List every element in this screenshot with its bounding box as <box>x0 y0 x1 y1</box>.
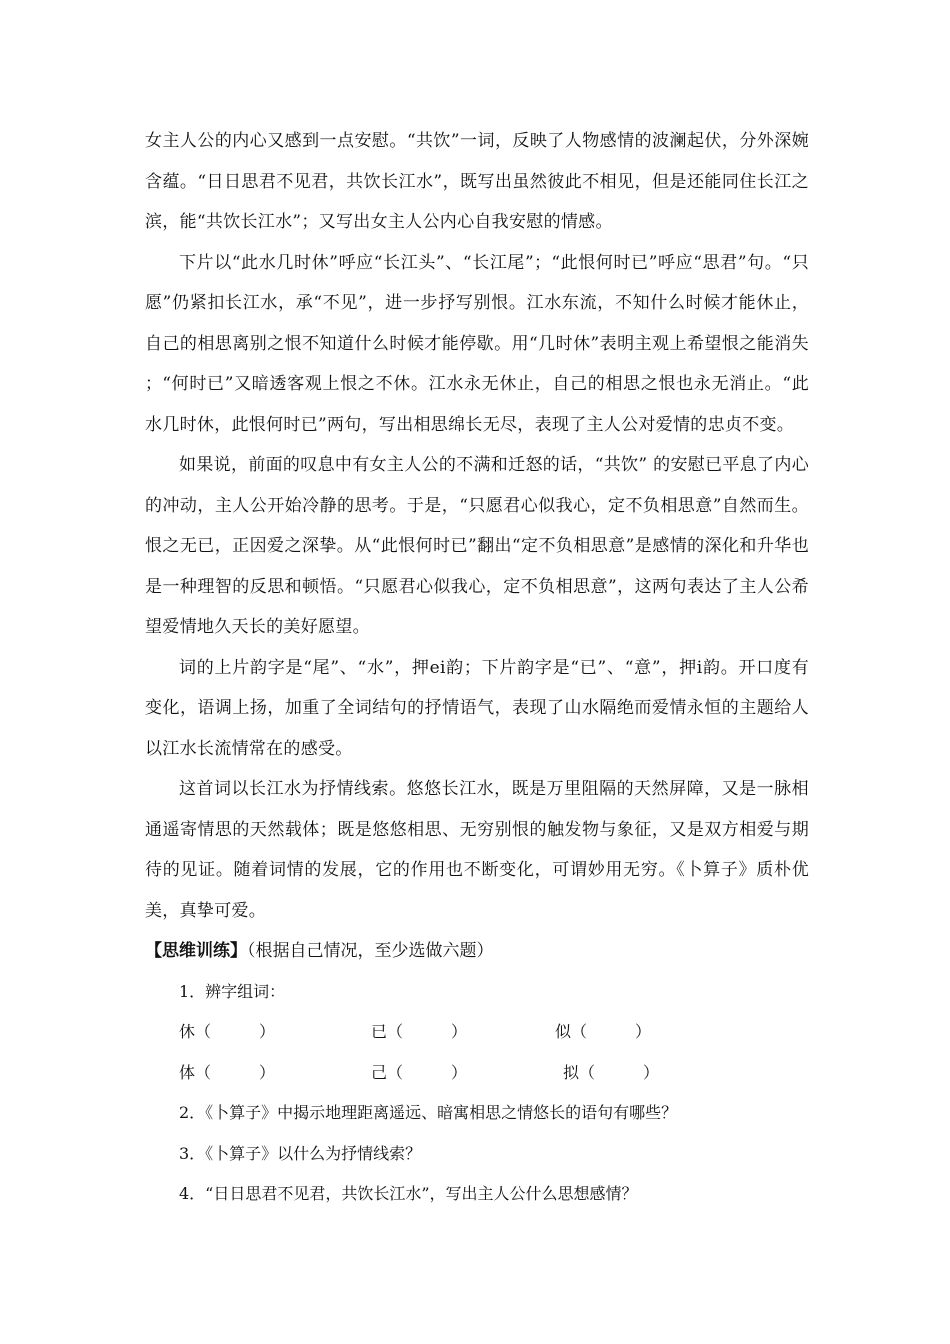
question-4: 4．“日日思君不见君，共饮长江水”，写出主人公什么思想感情？ <box>179 1184 638 1203</box>
word-cell: 已（ ） <box>371 1022 468 1041</box>
paragraph-1: 女主人公的内心又感到一点安慰。“共饮”一词，反映了人物感情的波澜起伏，分外深婉含蕴。“日日思君不见君，共饮长江水”，既写出虽然彼此不相见，但是还能同住长江之滨，能“共饮长江水”；又写出女主人公内心自我安慰的情感。 <box>145 131 809 232</box>
word-cell: 休（ ） <box>179 1022 276 1041</box>
word-row-1 <box>145 1012 809 1053</box>
document-body <box>145 121 809 1215</box>
paragraph-5: 这首词以长江水为抒情线索。悠悠长江水，既是万里阻隔的天然屏障，又是一脉相通遥寄情思的天然载体；既是悠悠相思、无穷别恨的触发物与象征，又是双方相爱与期待的见证。随着词情的发展，它的作用也不断变化，可谓妙用无穷。《卜算子》质朴优美，真挚可爱。 <box>145 779 809 921</box>
question-1: 1．辨字组词： <box>179 981 286 1001</box>
training-label: 【思维训练】 <box>145 941 247 961</box>
training-heading <box>145 931 809 972</box>
word-cell: 体（ ） <box>179 1062 276 1082</box>
question-3: 3．《卜算子》以什么为抒情线索？ <box>179 1143 422 1163</box>
word-cell: 拟（ ） <box>563 1062 660 1082</box>
paragraph-2: 下片以“此水几时休”呼应“长江头”、“长江尾”；“此恨何时已”呼应“思君”句。“只愿”仍紧扣长江水，承“不见”，进一步抒写别恨。江水东流，不知什么时候才能休止，自己的相思离别之恨不知道什么时候才能停歇。用“几时休”表明主观上希望恨之能消失；“何时已”又暗透客观上恨之不休。江水永无休止，自己的相思之恨也永无消止。“此水几时休，此恨何时已”两句，写出相思绵长无尽，表现了主人公对爱情的忠贞不变。 <box>145 252 809 435</box>
training-note: （根据自己情况，至少选做六题） <box>247 941 494 961</box>
word-cell: 似（ ） <box>555 1022 652 1041</box>
word-cell: 己（ ） <box>371 1062 468 1082</box>
paragraph-4: 词的上片韵字是“尾”、“水”，押ei韵；下片韵字是“已”、“意”，押i韵。开口度有变化，语调上扬，加重了全词结句的抒情语气，表现了山水隔绝而爱情永恒的主题给人以江水长流情常在的感受。 <box>145 657 809 759</box>
question-2: 2．《卜算子》中揭示地理距离遥远、暗寓相思之情悠长的语句有哪些？ <box>179 1103 678 1122</box>
word-row-2 <box>145 1053 809 1094</box>
paragraph-3: 如果说，前面的叹息中有女主人公的不满和迁怒的话，“共饮” 的安慰已平息了内心的冲动，主人公开始冷静的思考。于是，“只愿君心似我心，定不负相思意”自然而生。恨之无已，正因爱之深挚。从“此恨何时已”翻出“定不负相思意”是感情的深化和升华也是一种理智的反思和顿悟。“只愿君心似我心，定不负相思意”，这两句表达了主人公希望爱情地久天长的美好愿望。 <box>145 455 809 637</box>
